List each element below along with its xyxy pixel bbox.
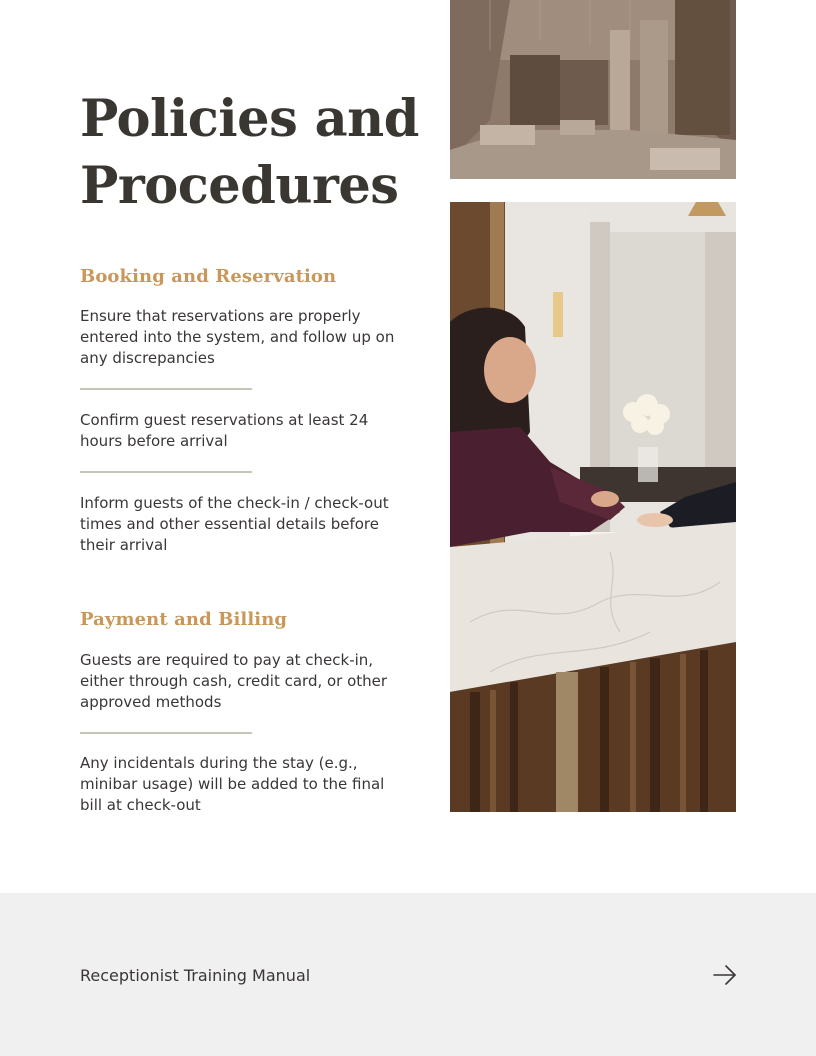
divider xyxy=(80,388,252,390)
payment-item-2: Any incidentals during the stay (e.g., minibar usage) will be added to the final bill at check-out xyxy=(80,754,385,814)
booking-item-3: Inform guests of the check-in / check-out times and other essential details before their arrival xyxy=(80,494,389,554)
divider xyxy=(80,732,252,734)
divider xyxy=(80,471,252,473)
receptionist-at-front-desk-photo xyxy=(450,202,736,812)
footer xyxy=(0,893,816,1056)
hotel-lobby-photo xyxy=(450,0,736,179)
section-heading-payment: Payment and Billing xyxy=(80,609,288,630)
footer-label: Receptionist Training Manual xyxy=(80,966,311,985)
booking-item-1: Ensure that reservations are properly entered into the system, and follow up on any discrepancies xyxy=(80,307,395,367)
payment-item-1: Guests are required to pay at check-in, either through cash, credit card, or other approved methods xyxy=(80,651,388,711)
arrow-right-icon[interactable] xyxy=(712,963,738,987)
booking-item-2: Confirm guest reservations at least 24 hours before arrival xyxy=(80,411,369,450)
page-title: Policies and Procedures xyxy=(80,89,419,216)
section-heading-booking: Booking and Reservation xyxy=(80,266,337,287)
